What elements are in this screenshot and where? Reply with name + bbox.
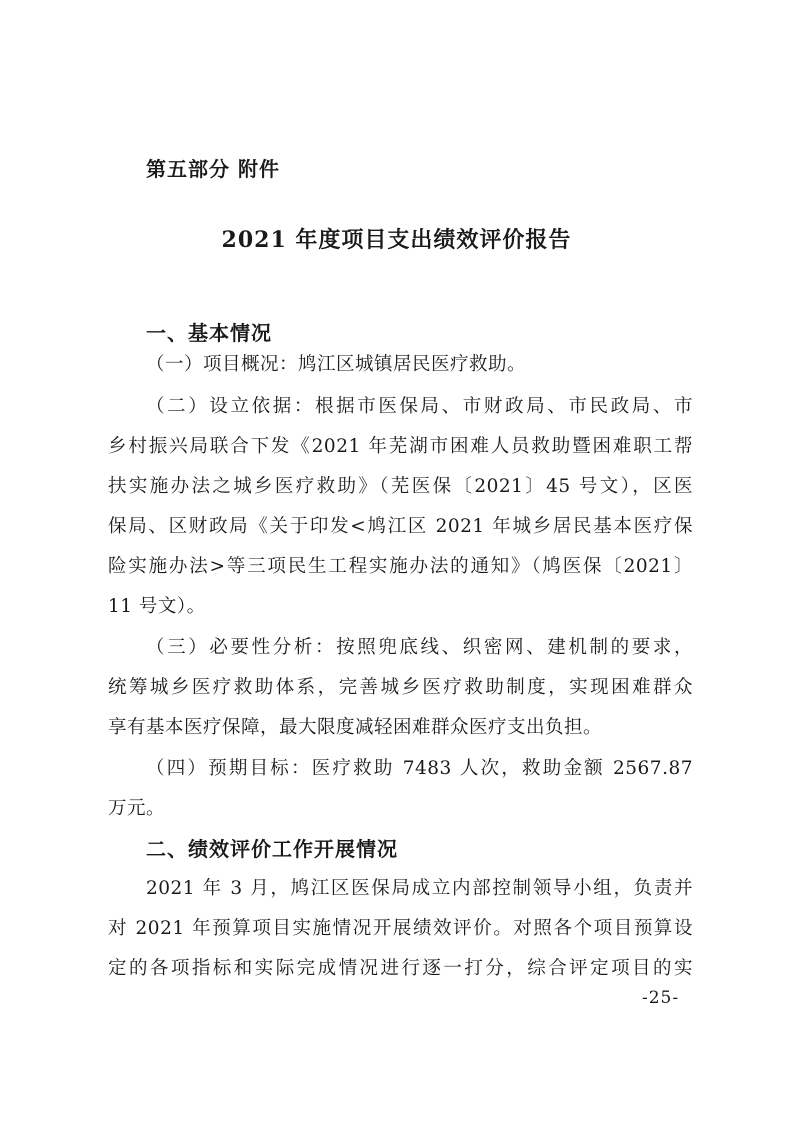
paragraph-line: 扶实施办法之城乡医疗救助》（芜医保〔2021〕45 号文），区医 (108, 476, 693, 497)
paragraph-line: （三）必要性分析：按照兜底线、织密网、建机制的要求， (146, 637, 693, 658)
paragraph-line: 对 2021 年预算项目实施情况开展绩效评价。对照各个项目预算设 (108, 918, 693, 939)
paragraph-line: 享有基本医疗保障，最大限度减轻困难群众医疗支出负担。 (108, 717, 603, 738)
section2-heading: 二、绩效评价工作开展情况 (146, 837, 398, 861)
paragraph-line: 统筹城乡医疗救助体系，完善城乡医疗救助制度，实现困难群众 (108, 677, 693, 698)
paragraph-line: 2021 年 3 月，鸠江区医保局成立内部控制领导小组，负责并 (146, 878, 693, 899)
page-number: -25- (642, 988, 680, 1008)
section1-heading: 一、基本情况 (146, 321, 272, 345)
report-title: 2021 年度项目支出绩效评价报告 (221, 227, 572, 253)
paragraph-line: （一）项目概况：鸠江区城镇居民医疗救助。 (146, 354, 527, 375)
paragraph-line: 保局、区财政局《关于印发<鸠江区 2021 年城乡居民基本医疗保 (108, 516, 693, 537)
paragraph-line: 乡村振兴局联合下发《2021 年芜湖市困难人员救助暨困难职工帮 (108, 436, 693, 457)
paragraph-line: 万元。 (108, 798, 166, 819)
part-heading: 第五部分 附件 (146, 157, 280, 181)
paragraph-line: 11 号文）。 (108, 596, 206, 617)
paragraph-line: 定的各项指标和实际完成情况进行逐一打分，综合评定项目的实 (108, 958, 693, 979)
paragraph-line: 险实施办法>等三项民生工程实施办法的通知》（鸠医保〔2021〕 (108, 556, 693, 577)
paragraph-line: （四）预期目标：医疗救助 7483 人次，救助金额 2567.87 (146, 758, 693, 779)
paragraph-line: （二）设立依据：根据市医保局、市财政局、市民政局、市 (146, 396, 693, 417)
